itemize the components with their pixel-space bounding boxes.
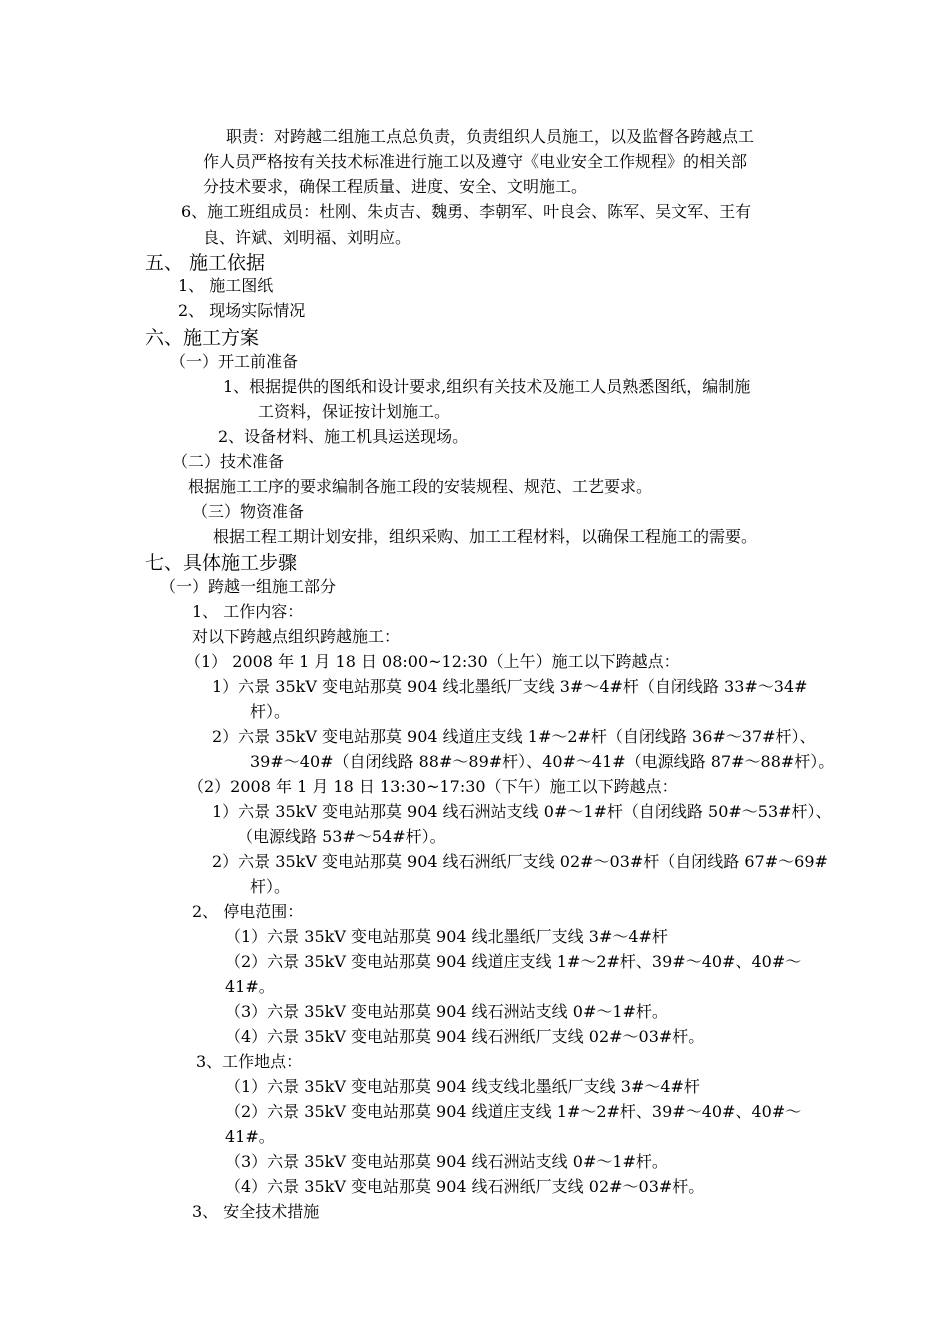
subsection-heading: （二）技术准备	[172, 452, 285, 471]
text-line: （3）六景 35kV 变电站那莫 904 线石洲站支线 0#～1#杆。	[225, 1002, 668, 1021]
subsection-heading: （一）开工前准备	[170, 352, 299, 371]
text-line: 分技术要求，确保工程质量、进度、安全、文明施工。	[203, 177, 588, 196]
text-line: 1）六景 35kV 变电站那莫 904 线石洲站支线 0#～1#杆（自闭线路 50#～53#杆）、	[212, 802, 832, 821]
text-line: 杆）。	[250, 877, 291, 896]
text-line: 2、 现场实际情况	[178, 301, 306, 320]
text-line: 工资料，保证按计划施工。	[258, 402, 451, 421]
text-line: 41#。	[225, 977, 275, 996]
text-line: （电源线路 53#～54#杆）。	[237, 827, 446, 846]
text-line: （2）2008 年 1 月 18 日 13:30~17:30（下午）施工以下跨越点：	[188, 777, 678, 796]
text-line: 2）六景 35kV 变电站那莫 904 线石洲纸厂支线 02#～03#杆（自闭线路 67#～69#	[212, 852, 828, 871]
subsection-heading: （三）物资准备	[192, 502, 305, 521]
section-heading: 七、具体施工步骤	[145, 552, 298, 574]
text-line: 41#。	[225, 1127, 275, 1146]
text-line: （1）六景 35kV 变电站那莫 904 线支线北墨纸厂支线 3#～4#杆	[225, 1077, 700, 1096]
text-line: （3）六景 35kV 变电站那莫 904 线石洲站支线 0#～1#杆。	[225, 1152, 668, 1171]
text-line: 杆）。	[250, 702, 291, 721]
text-line: 1、 施工图纸	[178, 276, 274, 295]
text-line: （1） 2008 年 1 月 18 日 08:00~12:30（上午）施工以下跨越点：	[185, 652, 680, 671]
text-line: 3、工作地点：	[196, 1052, 303, 1071]
text-line: 3、 安全技术措施	[192, 1202, 320, 1221]
text-line: 职责：对跨越二组施工点总负责，负责组织人员施工，以及监督各跨越点工	[226, 127, 755, 146]
text-line: （2）六景 35kV 变电站那莫 904 线道庄支线 1#～2#杆、39#～40#、40#～	[225, 952, 802, 971]
text-line: 对以下跨越点组织跨越施工：	[192, 627, 401, 646]
text-line: 良、许斌、刘明福、刘明应。	[203, 228, 412, 247]
text-line: 2、设备材料、施工机具运送现场。	[218, 427, 469, 446]
text-line: 1）六景 35kV 变电站那莫 904 线北墨纸厂支线 3#～4#杆（自闭线路 33#～34#	[212, 677, 808, 696]
text-line: （2）六景 35kV 变电站那莫 904 线道庄支线 1#～2#杆、39#～40#、40#～	[225, 1102, 802, 1121]
text-line: （1）六景 35kV 变电站那莫 904 线北墨纸厂支线 3#～4#杆	[225, 927, 668, 946]
text-line: 1、根据提供的图纸和设计要求,组织有关技术及施工人员熟悉图纸，编制施	[223, 377, 751, 396]
text-line: 1、 工作内容：	[192, 602, 304, 621]
section-heading: 六、施工方案	[145, 327, 260, 349]
section-heading: 五、 施工依据	[145, 252, 266, 274]
text-line: 6、施工班组成员：杜刚、朱贞吉、魏勇、李朝军、叶良会、陈军、吴文军、王有	[181, 202, 752, 221]
text-line: 作人员严格按有关技术标准进行施工以及遵守《电业安全工作规程》的相关部	[203, 152, 748, 171]
text-line: 2、 停电范围：	[192, 902, 304, 921]
text-line: 2）六景 35kV 变电站那莫 904 线道庄支线 1#～2#杆（自闭线路 36#～37#杆）、	[212, 727, 816, 746]
text-line: 根据工程工期计划安排，组织采购、加工工程材料，以确保工程施工的需要。	[213, 527, 758, 546]
text-line: （4）六景 35kV 变电站那莫 904 线石洲纸厂支线 02#～03#杆。	[225, 1027, 705, 1046]
text-line: （4）六景 35kV 变电站那莫 904 线石洲纸厂支线 02#～03#杆。	[225, 1177, 705, 1196]
text-line: 39#～40#（自闭线路 88#～89#杆）、40#～41#（电源线路 87#～88#杆）。	[250, 752, 835, 771]
text-line: 根据施工工序的要求编制各施工段的安装规程、规范、工艺要求。	[188, 477, 653, 496]
subsection-heading: （一）跨越一组施工部分	[160, 577, 337, 596]
